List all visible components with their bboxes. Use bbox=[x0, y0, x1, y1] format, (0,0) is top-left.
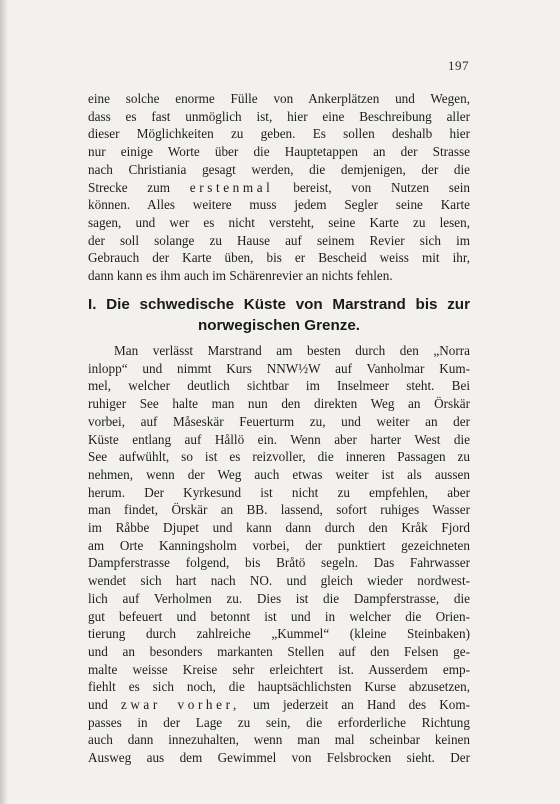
text-line: dass es fast unmöglich ist, hier eine Beschreibung aller bbox=[88, 108, 470, 124]
text-fragment: bereist, von Nutzen sein bbox=[293, 179, 470, 195]
text-line: inlopp“ und nimmt Kurs NNW½W auf Vanholmar Kum- bbox=[88, 360, 470, 376]
text-line: passes in der Lage zu sein, die erforderliche Richtung bbox=[88, 714, 470, 730]
text-line: gut befeuert und betonnt ist und in welcher die Orien- bbox=[88, 608, 470, 624]
text-line: mel, welcher deutlich sichtbar im Inselmeer steht. Bei bbox=[88, 378, 470, 394]
text-line: herum. Der Kyrkesund ist nicht zu empfehlen, aber bbox=[88, 484, 470, 500]
text-line bbox=[88, 179, 470, 197]
paragraph-route bbox=[88, 342, 470, 767]
text-line: eine solche enorme Fülle von Ankerplätzen und Wegen, bbox=[88, 91, 470, 106]
text-line: Man verlässt Marstrand am besten durch den „Norra bbox=[114, 343, 470, 358]
text-line: ruhiger See halte man nun den direkten Weg an Örskär bbox=[88, 396, 470, 412]
text-line: im Råbbe Djupet und kann dann durch den Kråk Fjord bbox=[88, 520, 470, 536]
text-line: am Orte Kanningsholm vorbei, der punktiert gezeichneten bbox=[88, 537, 470, 553]
text-line bbox=[88, 696, 470, 714]
text-line: wendet sich hart nach NO. und gleich wieder nordwest- bbox=[88, 573, 470, 589]
text-line: lich auf Verholmen zu. Dies ist die Dampferstrasse, die bbox=[88, 590, 470, 606]
text-line: Dampferstrasse folgend, bis Bråtö segeln. Das Fahrwasser bbox=[88, 555, 470, 571]
text-line: man findet, Örskär an BB. lassend, sofort ruhiges Wasser bbox=[88, 502, 470, 518]
text-line: können. Alles weitere muss jedem Segler seine Karte bbox=[88, 197, 470, 213]
text-line: Ausweg aus dem Gewimmel von Felsbrocken sieht. Der bbox=[88, 750, 470, 766]
page-number: 197 bbox=[448, 58, 469, 73]
text-line: nur einige Worte über die Hauptetappen an der Strasse bbox=[88, 144, 470, 160]
text-line: Küste entlang auf Hållö ein. Wenn aber harter West die bbox=[88, 431, 470, 447]
emphasized-word: erstenmal bbox=[189, 179, 274, 195]
text-fragment: Strecke zum bbox=[88, 179, 171, 195]
text-line: nehmen, wenn der Weg auch etwas weiter ist als aussen bbox=[88, 466, 470, 482]
text-line: See aufwühlt, so ist es reizvoller, die inneren Passagen zu bbox=[88, 449, 470, 465]
text-fragment: um jederzeit an Hand des Kom- bbox=[253, 697, 470, 713]
text-line: tierung durch zahlreiche „Kummel“ (kleine Steinbaken) bbox=[88, 626, 470, 642]
text-line: sagen, und wer es nicht versteht, seine Karte zu lesen, bbox=[88, 214, 470, 230]
section-heading bbox=[88, 294, 470, 336]
page-gutter-shadow bbox=[0, 0, 8, 804]
text-line: fiehlt es sich noch, die hauptsächlichsten Kurse abzusetzen, bbox=[88, 679, 470, 695]
text-line: dieser Möglichkeiten zu geben. Es sollen deshalb hier bbox=[88, 126, 470, 142]
text-line: malte weisse Kreise sehr erleichtert ist. Ausserdem emp- bbox=[88, 661, 470, 677]
paragraph-intro bbox=[88, 90, 470, 285]
emphasized-word: zwar vorher, bbox=[120, 697, 240, 713]
text-line: dann kann es ihm auch im Schärenrevier an nichts fehlen. bbox=[88, 268, 393, 284]
text-line: der soll solange zu Hause auf seinem Revier sich im bbox=[88, 232, 470, 248]
text-line: nach Christiania gesagt werden, die demjenigen, der die bbox=[88, 161, 470, 177]
section-heading-line-2: norwegischen Grenze. bbox=[197, 317, 361, 334]
text-fragment: und bbox=[88, 697, 108, 713]
section-heading-line-1: I. Die schwedische Küste von Marstrand bis zur bbox=[88, 296, 470, 313]
text-line: und an besonders markanten Stellen auf den Felsen ge- bbox=[88, 643, 470, 659]
text-line: vorbei, auf Måseskär Feuerturm zu, und weiter an der bbox=[88, 413, 470, 429]
text-line: Gebrauch der Karte üben, bis er Bescheid weiss mit ihr, bbox=[88, 250, 470, 266]
text-line: auch dann innezuhalten, wenn man mal scheinbar keinen bbox=[88, 732, 470, 748]
